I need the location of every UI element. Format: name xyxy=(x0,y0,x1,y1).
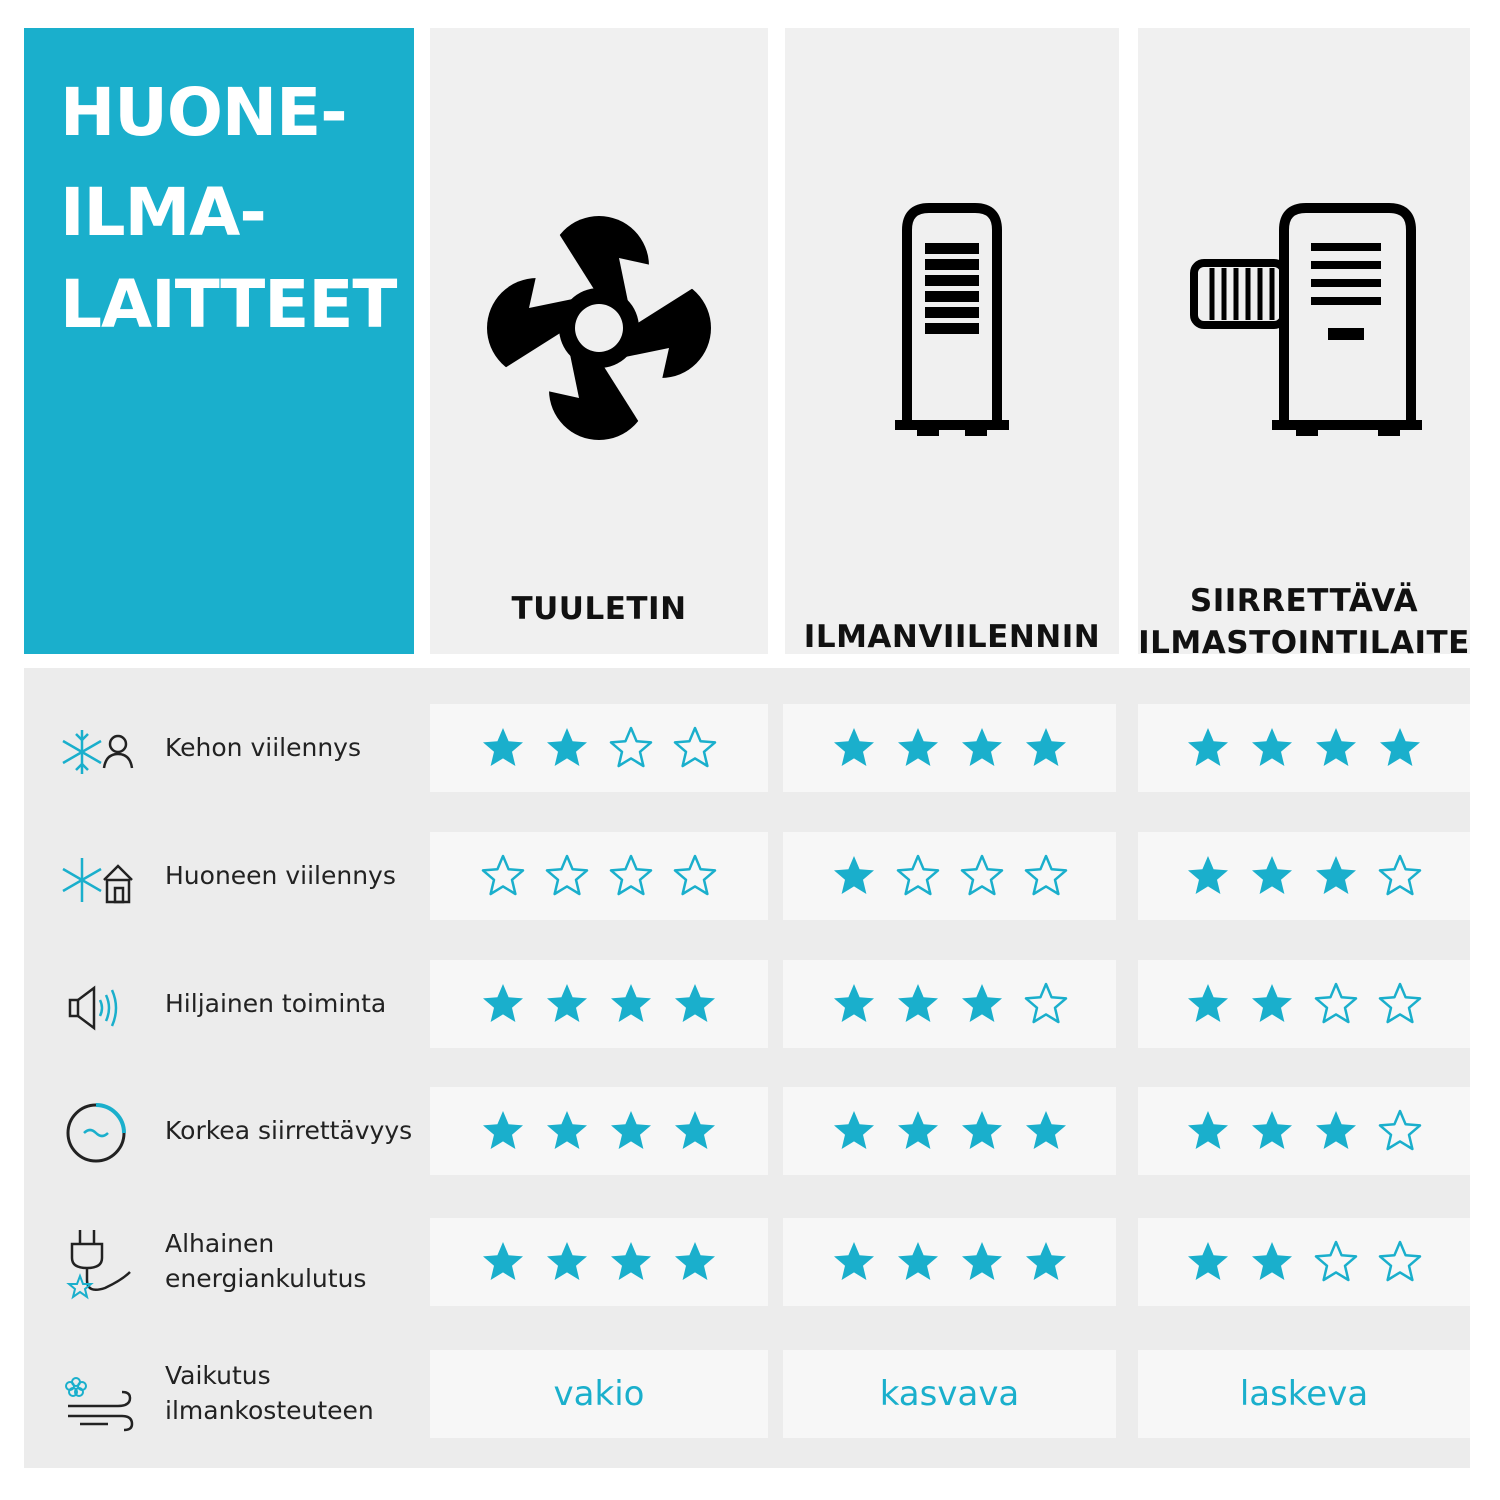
star-filled-icon xyxy=(959,1108,1005,1154)
star-filled-icon xyxy=(895,1239,941,1285)
feature-label: Kehon viilennys xyxy=(165,733,361,762)
star-empty-icon xyxy=(544,853,590,899)
star-rating xyxy=(480,725,718,771)
star-filled-icon xyxy=(1023,1108,1069,1154)
rating-cell xyxy=(430,1350,768,1438)
star-filled-icon xyxy=(1377,725,1423,771)
star-filled-icon xyxy=(1249,853,1295,899)
star-empty-icon xyxy=(895,853,941,899)
rating-cell xyxy=(430,1218,768,1306)
product-column-air-cooler xyxy=(785,28,1119,654)
title-panel xyxy=(24,28,414,654)
feature-label: Alhainen xyxy=(165,1229,275,1258)
title-line-1: HUONE- xyxy=(60,74,347,151)
star-filled-icon xyxy=(895,981,941,1027)
humidity-effect-value: vakio xyxy=(553,1374,645,1414)
rating-cell xyxy=(430,832,768,920)
product-name-portable-ac-line-1: SIIRRETTÄVÄ xyxy=(1189,583,1419,619)
rating-cell xyxy=(783,832,1116,920)
star-filled-icon xyxy=(544,1108,590,1154)
star-filled-icon xyxy=(831,1239,877,1285)
feature-row xyxy=(0,832,1500,922)
star-filled-icon xyxy=(544,1239,590,1285)
title-line-2: ILMA- xyxy=(60,174,266,251)
star-filled-icon xyxy=(608,981,654,1027)
rating-cell xyxy=(430,1087,768,1175)
star-filled-icon xyxy=(480,1108,526,1154)
star-filled-icon xyxy=(831,725,877,771)
star-filled-icon xyxy=(480,1239,526,1285)
star-filled-icon xyxy=(1313,853,1359,899)
feature-label: Huoneen viilennys xyxy=(165,861,396,890)
star-rating xyxy=(831,981,1069,1027)
star-rating xyxy=(1185,1108,1423,1154)
rating-cell xyxy=(783,1350,1116,1438)
feature-label: Hiljainen toiminta xyxy=(165,989,387,1018)
star-rating xyxy=(480,1108,718,1154)
feature-label: energiankulutus xyxy=(165,1264,367,1293)
rating-cell xyxy=(1138,1218,1470,1306)
feature-label: ilmankosteuteen xyxy=(165,1396,374,1425)
star-rating xyxy=(1185,725,1423,771)
star-rating xyxy=(831,1239,1069,1285)
star-filled-icon xyxy=(1185,981,1231,1027)
star-empty-icon xyxy=(1377,853,1423,899)
star-filled-icon xyxy=(1249,1239,1295,1285)
star-empty-icon xyxy=(608,853,654,899)
star-filled-icon xyxy=(1023,725,1069,771)
star-filled-icon xyxy=(1249,981,1295,1027)
star-filled-icon xyxy=(831,981,877,1027)
feature-row xyxy=(0,960,1500,1050)
star-filled-icon xyxy=(895,1108,941,1154)
star-empty-icon xyxy=(1313,981,1359,1027)
plug-star-icon xyxy=(60,1224,140,1284)
star-filled-icon xyxy=(1313,725,1359,771)
star-empty-icon xyxy=(1377,1239,1423,1285)
star-filled-icon xyxy=(672,1239,718,1285)
star-filled-icon xyxy=(480,725,526,771)
rating-cell xyxy=(1138,1350,1470,1438)
snowflake-house-icon xyxy=(60,850,140,910)
rating-cell xyxy=(1138,960,1470,1048)
star-empty-icon xyxy=(608,725,654,771)
star-filled-icon xyxy=(959,1239,1005,1285)
humidity-wind-icon xyxy=(60,1368,140,1428)
star-rating xyxy=(1185,853,1423,899)
rating-cell xyxy=(1138,832,1470,920)
star-filled-icon xyxy=(1249,725,1295,771)
humidity-effect-value: laskeva xyxy=(1239,1374,1369,1414)
star-filled-icon xyxy=(1249,1108,1295,1154)
star-rating xyxy=(1185,981,1423,1027)
fan-icon xyxy=(430,198,768,488)
humidity-effect-value: kasvava xyxy=(879,1374,1020,1414)
star-rating xyxy=(480,853,718,899)
product-name-fan: TUULETIN xyxy=(511,591,687,627)
star-filled-icon xyxy=(544,725,590,771)
star-rating xyxy=(480,1239,718,1285)
star-empty-icon xyxy=(1023,981,1069,1027)
feature-label: Vaikutus xyxy=(165,1361,271,1390)
star-filled-icon xyxy=(895,725,941,771)
portable-air-conditioner-icon xyxy=(1138,198,1470,488)
feature-row xyxy=(0,1218,1500,1308)
star-filled-icon xyxy=(608,1239,654,1285)
star-filled-icon xyxy=(672,981,718,1027)
star-filled-icon xyxy=(831,853,877,899)
star-empty-icon xyxy=(480,853,526,899)
star-rating xyxy=(480,981,718,1027)
star-empty-icon xyxy=(672,853,718,899)
star-filled-icon xyxy=(544,981,590,1027)
rating-cell xyxy=(783,1087,1116,1175)
product-column-portable-ac xyxy=(1138,28,1470,661)
star-filled-icon xyxy=(1023,1239,1069,1285)
star-filled-icon xyxy=(608,1108,654,1154)
star-rating xyxy=(831,1108,1069,1154)
title-line-3: LAITTEET xyxy=(60,266,397,343)
star-filled-icon xyxy=(831,1108,877,1154)
star-empty-icon xyxy=(1377,1108,1423,1154)
product-name-portable-ac-line-2: ILMASTOINTILAITE xyxy=(1138,625,1470,661)
star-rating xyxy=(831,725,1069,771)
star-empty-icon xyxy=(1023,853,1069,899)
star-rating xyxy=(831,853,1069,899)
rating-cell xyxy=(1138,1087,1470,1175)
rating-cell xyxy=(783,704,1116,792)
star-filled-icon xyxy=(959,725,1005,771)
star-filled-icon xyxy=(959,981,1005,1027)
rating-cell xyxy=(430,704,768,792)
star-empty-icon xyxy=(959,853,1005,899)
rating-cell xyxy=(783,1218,1116,1306)
rating-cell xyxy=(783,960,1116,1048)
star-filled-icon xyxy=(672,1108,718,1154)
product-column-fan xyxy=(430,28,768,654)
rating-cell xyxy=(430,960,768,1048)
star-filled-icon xyxy=(1313,1108,1359,1154)
feature-row xyxy=(0,1350,1500,1440)
product-name-air-cooler: ILMANVIILENNIN xyxy=(803,619,1101,655)
air-cooler-icon xyxy=(785,198,1119,488)
star-rating xyxy=(1185,1239,1423,1285)
star-filled-icon xyxy=(1185,1239,1231,1285)
feature-row xyxy=(0,704,1500,794)
rating-cell xyxy=(1138,704,1470,792)
star-filled-icon xyxy=(1185,1108,1231,1154)
portability-circle-icon xyxy=(60,1097,140,1157)
star-empty-icon xyxy=(1377,981,1423,1027)
star-filled-icon xyxy=(1185,725,1231,771)
star-filled-icon xyxy=(480,981,526,1027)
star-empty-icon xyxy=(672,725,718,771)
star-empty-icon xyxy=(1313,1239,1359,1285)
feature-row xyxy=(0,1087,1500,1177)
star-filled-icon xyxy=(1185,853,1231,899)
snowflake-person-icon xyxy=(60,722,140,782)
feature-label: Korkea siirrettävyys xyxy=(165,1116,413,1145)
speaker-sound-icon xyxy=(60,978,140,1038)
